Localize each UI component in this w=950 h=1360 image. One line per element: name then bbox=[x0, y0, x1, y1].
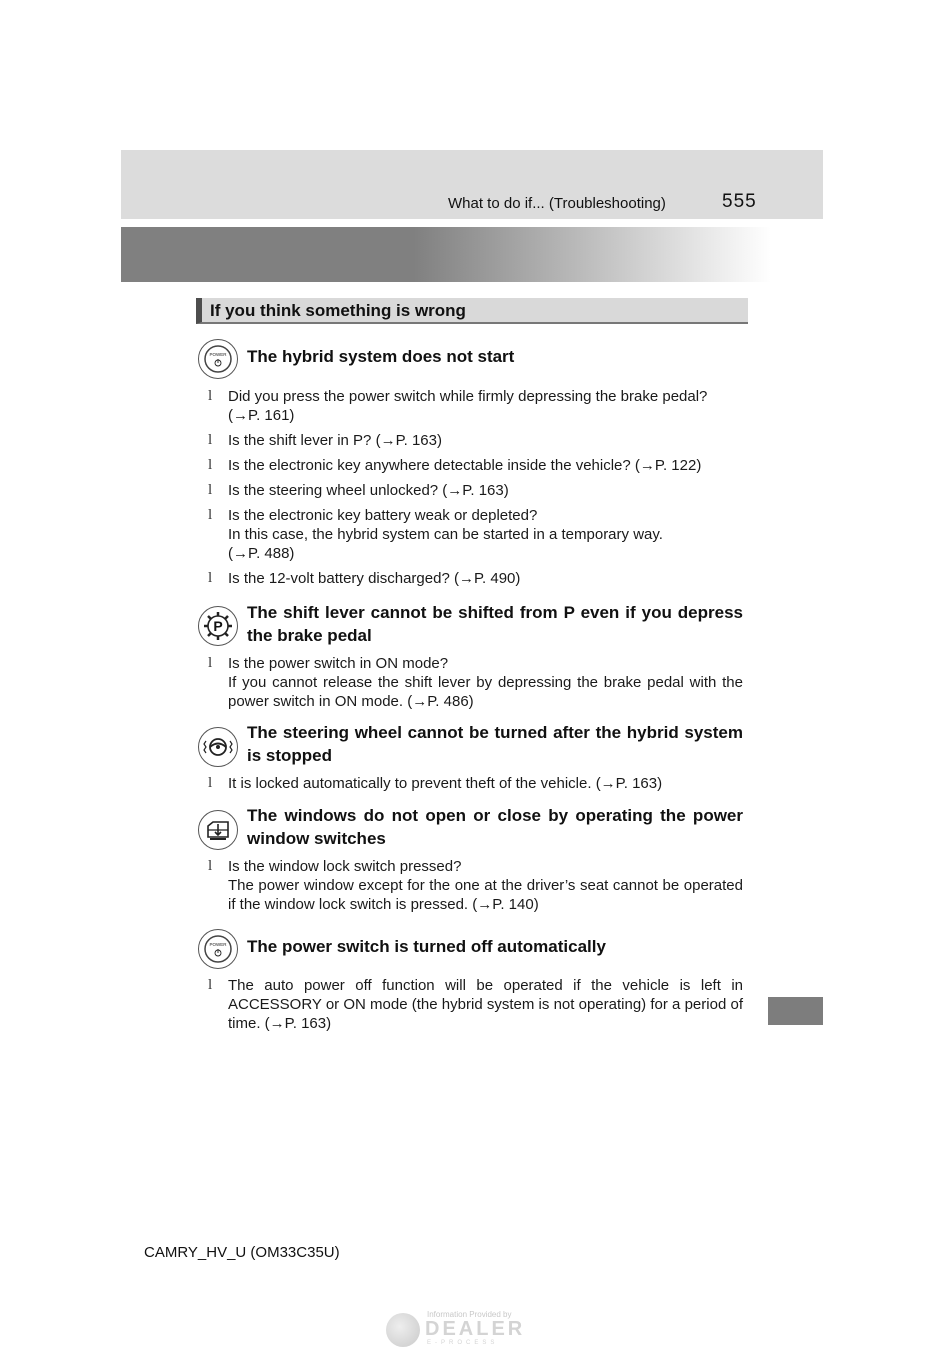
bullet-text: (→P. 161) bbox=[228, 407, 295, 424]
page-header-title: What to do if... (Troubleshooting) bbox=[448, 195, 666, 212]
list-item bbox=[198, 506, 743, 563]
bullet-text: Did you press the power switch while firmly depressing the brake pedal? bbox=[228, 388, 708, 405]
page-number: 555 bbox=[722, 191, 757, 212]
power-label: POWER bbox=[209, 352, 227, 357]
watermark-subtext: E-PROCESS bbox=[427, 1340, 499, 1346]
bullet-text: The power window except for the one at the driver’s seat cannot be operated if the window lock switch is pressed. (→P. 140) bbox=[228, 877, 743, 913]
p-label: P bbox=[213, 618, 223, 634]
bullet-text: Is the steering wheel unlocked? (→P. 163) bbox=[228, 482, 509, 499]
bullet-text: The auto power off function will be operated if the vehicle is left in ACCESSORY or ON mode (the hybrid system is not operating) for a period of time. (→P. 163) bbox=[228, 977, 743, 1032]
topic-heading: The hybrid system does not start bbox=[247, 347, 515, 366]
topic-heading: The power switch is turned off automatically bbox=[247, 937, 606, 956]
shift-lever-p-icon bbox=[198, 606, 238, 646]
bullet-marker: l bbox=[208, 655, 213, 671]
list-item bbox=[198, 857, 743, 914]
bullet-text: In this case, the hybrid system can be started in a temporary way. bbox=[228, 526, 663, 543]
list-item bbox=[198, 976, 743, 1033]
bullet-marker: l bbox=[208, 775, 213, 791]
bullet-marker: l bbox=[208, 858, 213, 874]
bullet-text: Is the window lock switch pressed? bbox=[228, 858, 462, 875]
section-title: If you think something is wrong bbox=[210, 301, 466, 320]
bullet-marker: l bbox=[208, 977, 213, 993]
list-item bbox=[198, 456, 743, 475]
steering-lock-icon bbox=[198, 727, 238, 767]
bullet-marker: l bbox=[208, 482, 213, 498]
section-header bbox=[196, 298, 748, 324]
bullet-text: Is the electronic key battery weak or depleted? bbox=[228, 507, 538, 524]
list-item bbox=[198, 481, 743, 500]
bullet-text: If you cannot release the shift lever by depressing the brake pedal with the power switch in ON mode. (→P. 486) bbox=[228, 674, 743, 710]
chapter-tab-marker bbox=[768, 997, 823, 1025]
power-window-icon bbox=[198, 810, 238, 850]
watermark-caption: Information Provided by bbox=[427, 1310, 512, 1319]
list-item bbox=[198, 387, 743, 425]
power-switch-icon bbox=[198, 929, 238, 969]
bullet-marker: l bbox=[208, 388, 213, 404]
bullet-marker: l bbox=[208, 432, 213, 448]
bullet-marker: l bbox=[208, 457, 213, 473]
bullet-marker: l bbox=[208, 507, 213, 523]
bullet-text: Is the power switch in ON mode? bbox=[228, 655, 449, 672]
bullet-text: Is the shift lever in P? (→P. 163) bbox=[228, 432, 442, 449]
list-item bbox=[198, 569, 743, 588]
bullet-text: Is the 12-volt battery discharged? (→P. 490) bbox=[228, 570, 521, 587]
power-label: POWER bbox=[209, 942, 227, 947]
topic-heading: The shift lever cannot be shifted from P even if you depress the brake pedal bbox=[247, 603, 743, 645]
topic-heading: The steering wheel cannot be turned after the hybrid system is stopped bbox=[247, 723, 743, 765]
chapter-gradient-bar bbox=[121, 227, 771, 282]
bullet-list bbox=[198, 654, 750, 717]
bullet-list bbox=[198, 857, 750, 920]
topic-heading: The windows do not open or close by operating the power window switches bbox=[247, 806, 743, 848]
bullet-marker: l bbox=[208, 570, 213, 586]
bullet-text: (→P. 488) bbox=[228, 545, 295, 562]
list-item bbox=[198, 654, 743, 711]
list-item bbox=[198, 431, 743, 450]
bullet-list bbox=[198, 774, 750, 799]
bullet-list bbox=[198, 387, 750, 594]
footer-model-code: CAMRY_HV_U (OM33C35U) bbox=[144, 1244, 340, 1261]
bullet-text: It is locked automatically to prevent theft of the vehicle. (→P. 163) bbox=[228, 775, 663, 792]
bullet-text: Is the electronic key anywhere detectable inside the vehicle? (→P. 122) bbox=[228, 457, 702, 474]
globe-logo-icon bbox=[386, 1313, 420, 1347]
list-item bbox=[198, 774, 743, 793]
watermark-logo: DEALER bbox=[425, 1318, 526, 1340]
bullet-list bbox=[198, 976, 750, 1039]
power-switch-icon bbox=[198, 339, 238, 379]
